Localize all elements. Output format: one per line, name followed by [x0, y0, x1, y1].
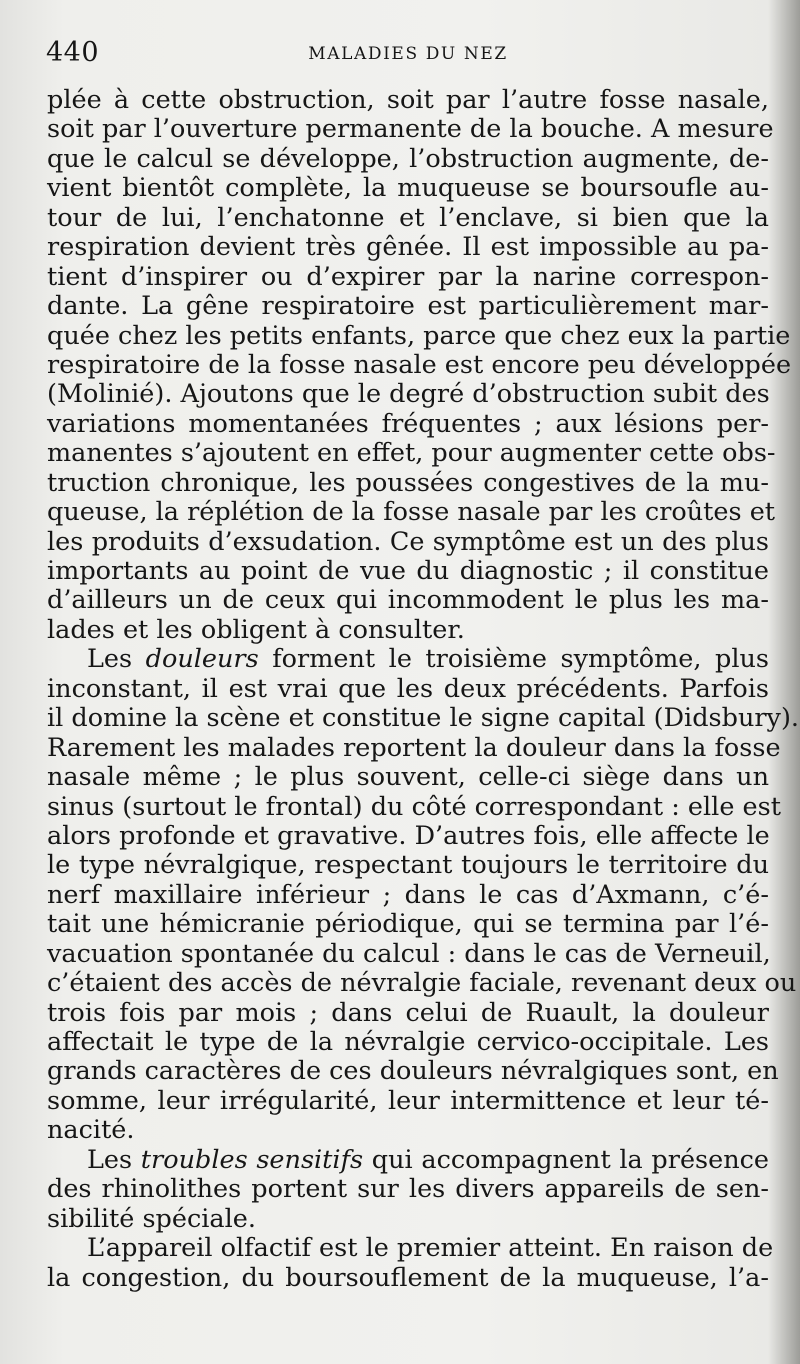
text-segment: truction chronique, les poussées congestives de la mu- [47, 467, 769, 498]
text-line [47, 910, 769, 939]
text-segment: soit par l’ouverture permanente de la bouche. A mesure [47, 114, 774, 145]
text-line [47, 86, 769, 115]
text-line [47, 410, 769, 439]
text-segment: plée à cette obstruction, soit par l’autre fosse nasale, [47, 85, 769, 115]
italic-term: douleurs [145, 644, 259, 675]
text-line [47, 263, 769, 292]
text-line [47, 528, 769, 557]
text-segment: sinus (surtout le frontal) du côté correspondant : elle est [47, 791, 781, 822]
text-segment: alors profonde et gravative. D’autres fois, elle affecte le [47, 820, 770, 851]
text-line [47, 968, 797, 999]
text-line [47, 114, 774, 145]
text-line [47, 1233, 774, 1264]
text-segment: que le calcul se développe, l’obstruction augmente, de- [47, 143, 769, 174]
text-segment: forment le troisième symptôme, plus [258, 644, 769, 675]
text-line [47, 145, 769, 174]
text-line [47, 204, 769, 233]
text-segment: qui accompagnent la présence [363, 1144, 770, 1175]
text-segment: trois fois par mois ; dans celui de Ruault, la douleur [47, 997, 769, 1028]
text-segment: variations momentanées fréquentes ; aux lésions per- [47, 408, 769, 439]
text-segment: sibilité spéciale. [47, 1203, 256, 1234]
text-segment: grands caractères de ces douleurs névralgiques sont, en [47, 1056, 779, 1087]
text-line [47, 1264, 769, 1293]
text-segment: d’ailleurs un de ceux qui incommodent le plus les ma- [47, 585, 769, 616]
text-segment: la congestion, du boursouflement de la muqueuse, l’a- [47, 1262, 769, 1293]
text-segment: affectait le type de la névralgie cervico-occipitale. Les [47, 1027, 769, 1057]
text-segment: manentes s’ajoutent en effet, pour augmenter cette obs- [47, 438, 776, 469]
text-line [47, 791, 781, 822]
text-segment: le type névralgique, respectant toujours le territoire du [47, 850, 769, 881]
text-line [47, 1146, 769, 1175]
text-segment: tait une hémicranie périodique, qui se termina par l’é- [47, 909, 769, 940]
page-number: 440 [46, 37, 100, 68]
text-segment: nerf maxillaire inférieur ; dans le cas d’Axmann, c’é- [47, 879, 769, 910]
text-segment: importants au point de vue du diagnostic ; il constitue [47, 556, 769, 586]
text-line [47, 675, 769, 704]
text-line [47, 1116, 769, 1145]
text-line [47, 881, 769, 910]
text-line [47, 1205, 769, 1234]
text-line [47, 763, 769, 792]
text-segment: des rhinolithes portent sur les divers appareils de sen- [47, 1174, 769, 1205]
text-segment: L’appareil olfactif est le premier atteint. En raison de [87, 1233, 774, 1264]
text-line [47, 320, 791, 351]
text-segment: Les [87, 644, 146, 675]
text-segment: nasale même ; le plus souvent, celle-ci siège dans un [47, 762, 769, 793]
text-segment: dante. La gêne respiratoire est particulièrement mar- [47, 291, 769, 322]
text-line [47, 822, 769, 851]
text-segment: tient d’inspirer ou d’expirer par la narine correspon- [47, 261, 769, 292]
text-line [47, 732, 781, 763]
text-line [47, 174, 769, 203]
text-line [47, 851, 769, 880]
text-segment: vacuation spontanée du calcul : dans le cas de Verneuil, [47, 938, 771, 969]
text-segment: tour de lui, l’enchatonne et l’enclave, si bien que la [47, 202, 769, 233]
text-line [47, 645, 769, 674]
text-segment: il domine la scène et constitue le signe capital (Didsbury). [47, 703, 800, 734]
text-segment: somme, leur irrégularité, leur intermittence et leur té- [47, 1085, 769, 1116]
text-segment: respiration devient très gênée. Il est impossible au pa- [47, 232, 769, 263]
text-line [47, 1087, 769, 1116]
text-segment: Les [87, 1144, 141, 1175]
text-segment: lades et les obligent à consulter. [47, 614, 465, 645]
text-line [47, 469, 769, 498]
text-segment: vient bientôt complète, la muqueuse se boursoufle au- [47, 173, 769, 204]
text-line [47, 349, 792, 380]
text-line [47, 380, 769, 409]
text-line [47, 703, 800, 734]
text-segment: (Molinié). Ajoutons que le degré d’obstruction subit des [47, 379, 770, 410]
text-segment: Rarement les malades reportent la douleur dans la fosse [47, 732, 781, 763]
text-line [47, 557, 769, 586]
text-line [47, 616, 769, 645]
running-title: MALADIES DU NEZ [308, 44, 508, 64]
text-line [47, 1175, 769, 1204]
text-segment: inconstant, il est vrai que les deux précédents. Parfois [47, 673, 769, 704]
text-line [47, 292, 769, 321]
text-line [47, 1056, 779, 1087]
text-line [47, 497, 776, 528]
body-text [47, 85, 800, 1293]
text-segment: quée chez les petits enfants, parce que chez eux la partie [47, 320, 791, 351]
text-line [47, 233, 769, 262]
text-segment: les produits d’exsudation. Ce symptôme est un des plus [47, 526, 769, 557]
italic-term: troubles sensitifs [140, 1144, 364, 1175]
text-segment: queuse, la réplétion de la fosse nasale par les croûtes et [47, 497, 776, 528]
page-header [46, 36, 770, 70]
text-line [47, 999, 769, 1028]
text-line [47, 1028, 769, 1057]
text-segment: nacité. [47, 1115, 135, 1146]
text-segment: respiratoire de la fosse nasale est encore peu développée [47, 349, 792, 380]
text-line [47, 940, 769, 969]
text-line [47, 438, 776, 469]
text-segment: c’étaient des accès de névralgie faciale, revenant deux ou [47, 968, 797, 999]
text-line [47, 586, 769, 615]
